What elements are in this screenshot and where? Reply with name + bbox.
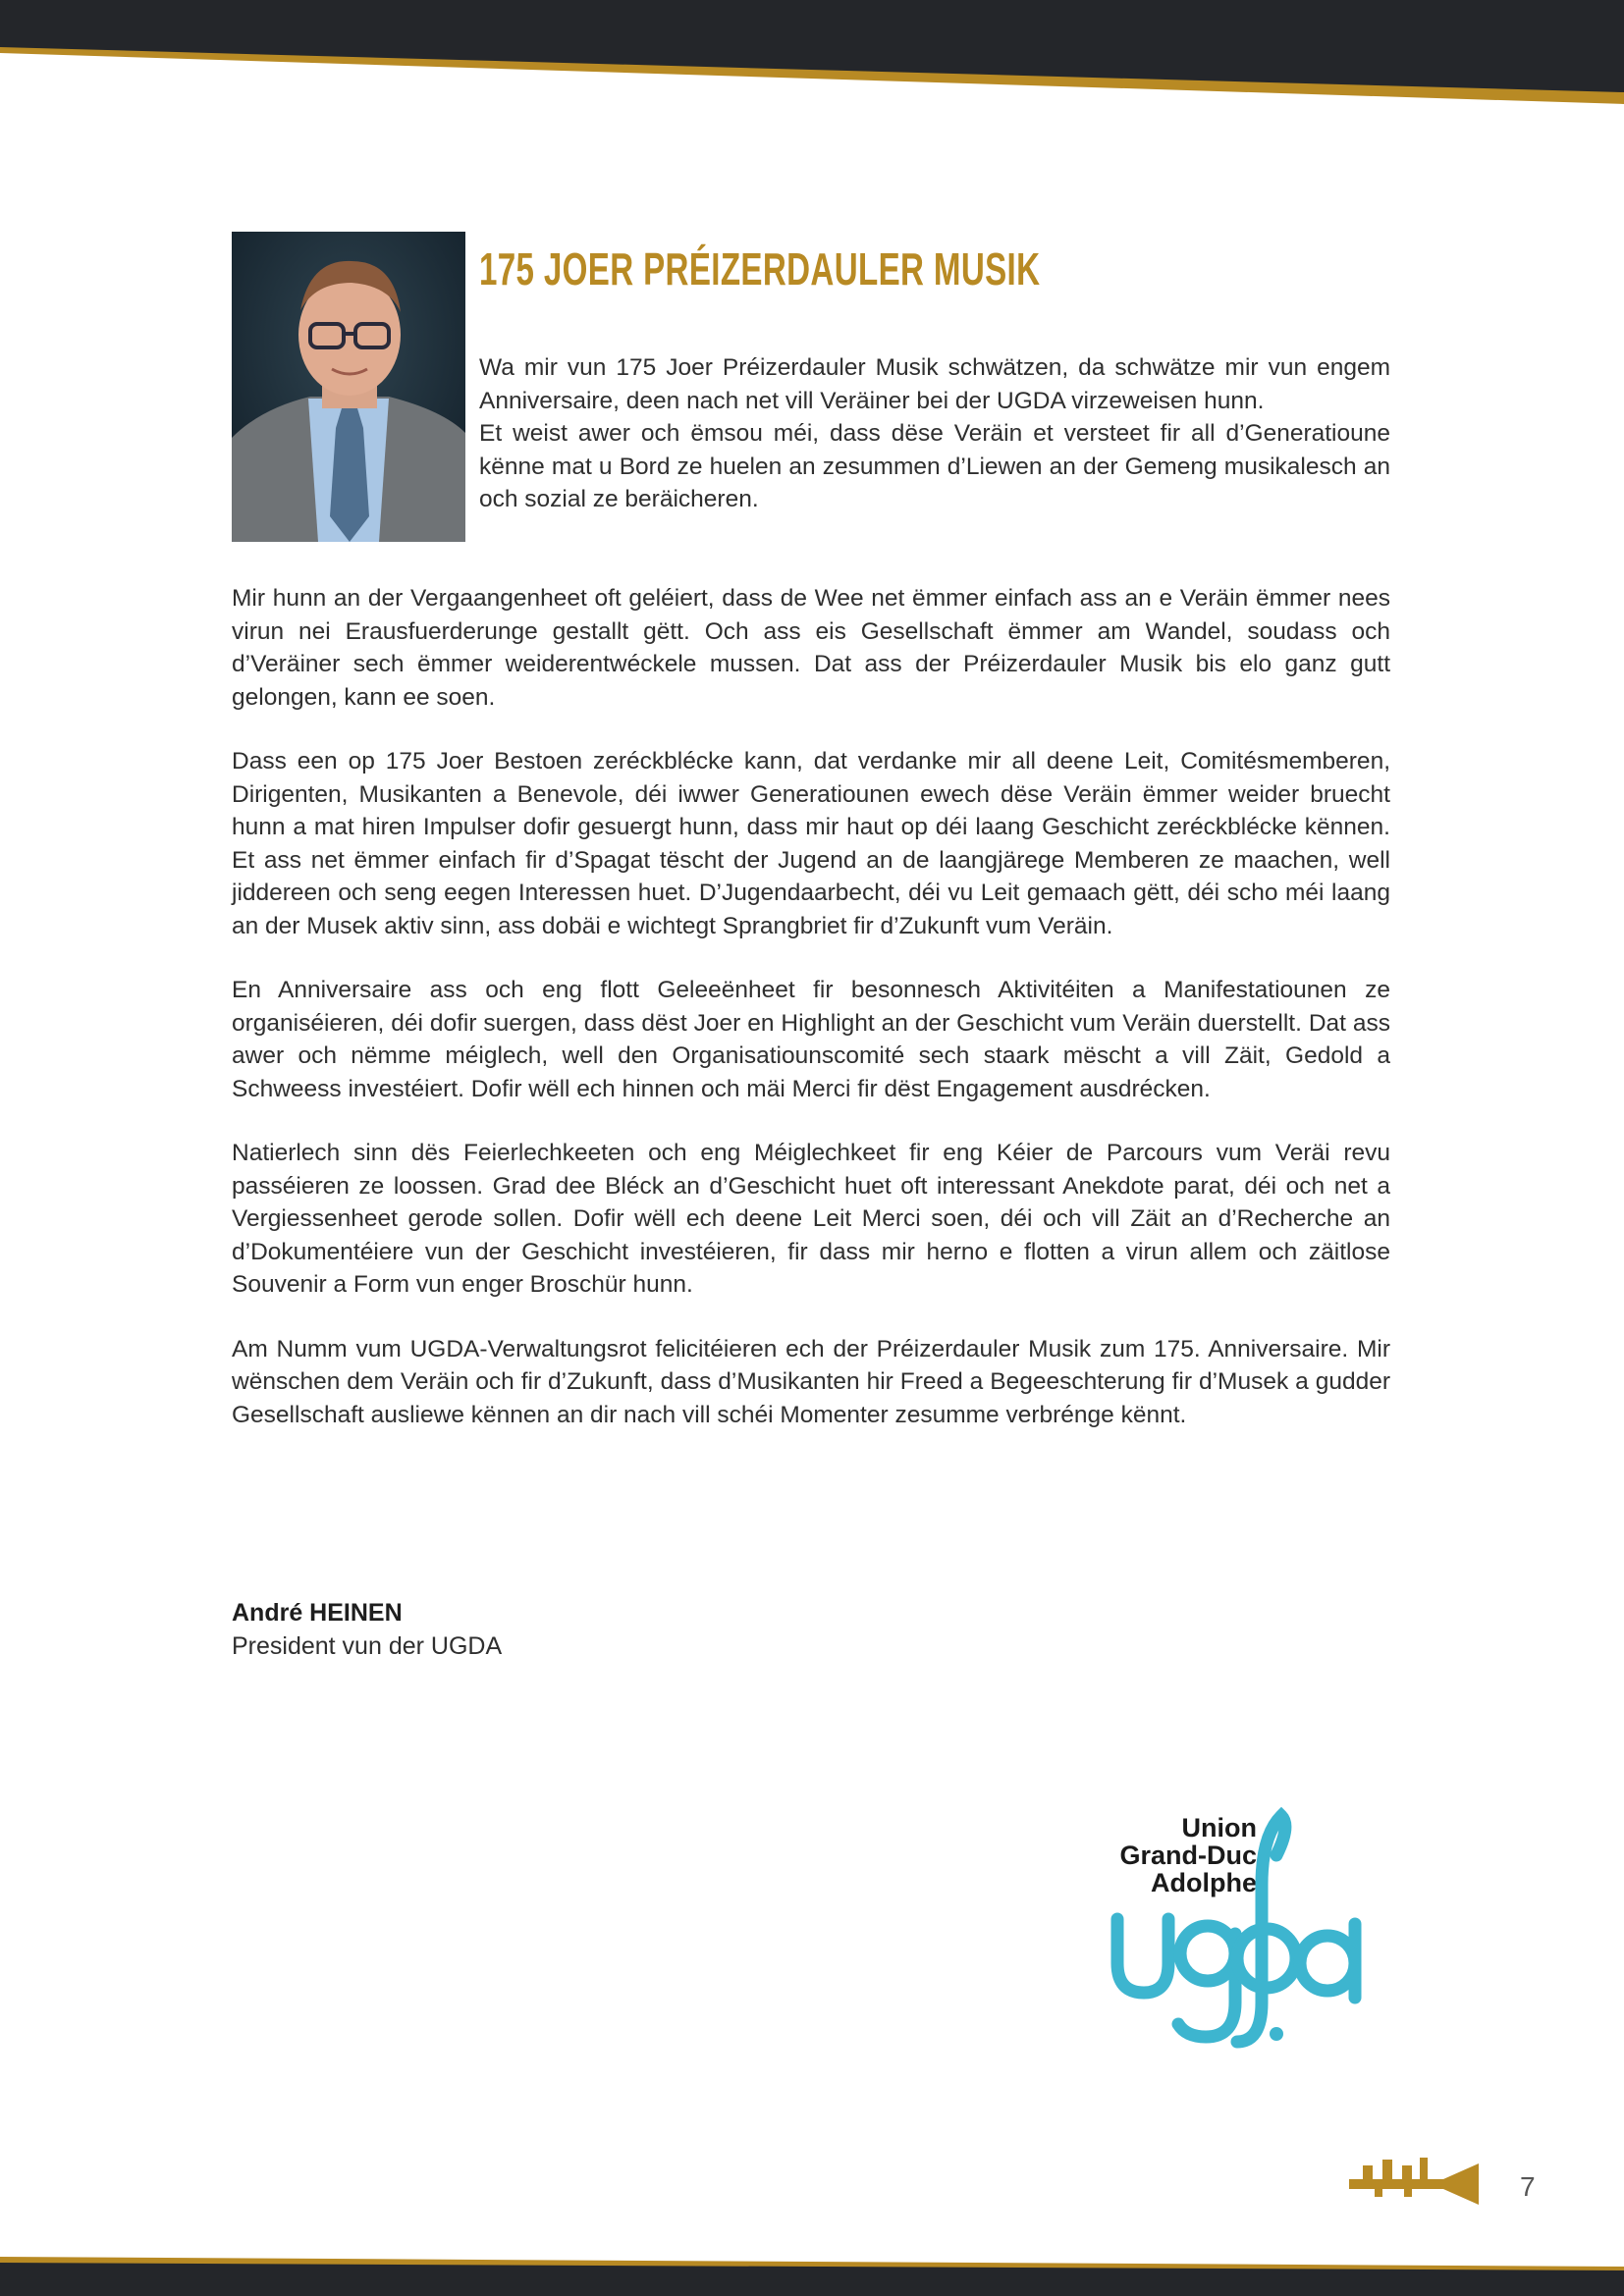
article-body <box>232 582 1390 1463</box>
signature-role: President vun der UGDA <box>232 1632 503 1660</box>
body-paragraph: Mir hunn an der Vergaangenheet oft geléiert, dass de Wee net ëmmer einfach ass an e Veräin ëmmer nees virun nei Erausfuerderunge gestallt gëtt. Och ass eis Gesellschaft ëmmer am Wandel, soudass och d’Veräiner sech ëmmer weiderentwéckele mussen. Dat ass der Préizerdauler Musik bis elo ganz gutt gelongen, kann ee soen. <box>232 585 1390 711</box>
intro-paragraph: Et weist awer och ëmsou méi, dass dëse Veräin et versteet fir all d’Generatioune kënne mat u Bord ze huelen an zesummen d’Liewen an der Gemeng musikalesch an och sozial ze beräicheren. <box>479 420 1390 512</box>
logo-text-grand-duc: Grand-Duc <box>1119 1841 1257 1870</box>
page-number: 7 <box>1520 2171 1536 2202</box>
signature-name: André HEINEN <box>232 1599 403 1627</box>
ugda-logo <box>1070 1806 1384 2052</box>
footer-band <box>0 2237 1624 2296</box>
body-paragraph: Am Numm vum UGDA-Verwaltungsrot felicitéieren ech der Préizerdauler Musik zum 175. Anniversaire. Mir wënschen dem Veräin och fir d’Zukunft, dass d’Musikanten hir Freed a Begeeschterung fir d’Musek a gudder Gesellschaft ausliewe kënnen an dir nach vill schéi Momenter zesumme verbrénge kënnt. <box>232 1335 1390 1428</box>
portrait-photo <box>232 232 465 542</box>
ugda-treble-clef-icon <box>1070 1806 1384 2052</box>
body-paragraph: En Anniversaire ass och eng flott Geleeënheet fir besonnesch Aktivitéiten a Manifestatiounen ze organiséieren, déi dofir suergen, dass dëst Joer en Highlight an der Geschicht vum Veräin duerstellt. Dat ass awer och nëmme méiglech, well den Organisatiounscomité sech staark mëscht a vill Zäit, Gedold a Schweess investéiert. Dofir wëll ech hinnen och mäi Merci fir dëst Engagement ausdrécken. <box>232 977 1390 1102</box>
intro-paragraph: Wa mir vun 175 Joer Préizerdauler Musik schwätzen, da schwätze mir vun engem Anniversaire, deen nach net vill Veräiner bei der UGDA virzeweisen hunn. <box>479 354 1390 414</box>
logo-text-union: Union <box>1181 1813 1257 1842</box>
music-instruments-icon <box>1345 2150 1483 2209</box>
header-band <box>0 0 1624 108</box>
signature <box>232 1596 502 1663</box>
body-paragraph: Natierlech sinn dës Feierlechkeeten och eng Méiglechkeet fir eng Kéier de Parcours vum Veräi revu passéieren ze loossen. Grad dee Bléck an d’Geschicht huet oft interessant Anekdote parat, déi och net a Vergiessenheet gerode sollen. Dofir wëll ech deene Leit Merci soen, déi och vill Zäit an d’Recherche an d’Dokumentéiere vun der Geschicht investéieren, fir dass mir herno e flotten a virun allem och zäitlose Souvenir a Form vun enger Broschür hunn. <box>232 1140 1390 1298</box>
intro-text <box>479 351 1390 516</box>
logo-text-adolphe: Adolphe <box>1151 1868 1257 1897</box>
body-paragraph: Dass een op 175 Joer Bestoen zeréckblécke kann, dat verdanke mir all deene Leit, Comitésmemberen, Dirigenten, Musikanten a Benevole, déi iwwer Generatiounen ewech dëse Veräin ëmmer weider bruecht hunn a mat hiren Impulser dofir gesuergt hunn, dass mir haut op déi laang Geschicht zeréckblécke kënnen. Et ass net ëmmer einfach fir d’Spagat tëscht der Jugend an de laangjärege Memberen ze maachen, well jiddereen och seng eegen Interessen huet. D’Jugendaarbecht, déi vu Leit gemaach gëtt, déi scho méi laang an der Musek aktiv sinn, ass dobäi e wichtegt Sprangbriet fir d’Zukunft vum Veräin. <box>232 748 1390 939</box>
page-title: 175 JOER PRÉIZERDAULER MUSIK <box>479 243 1041 294</box>
